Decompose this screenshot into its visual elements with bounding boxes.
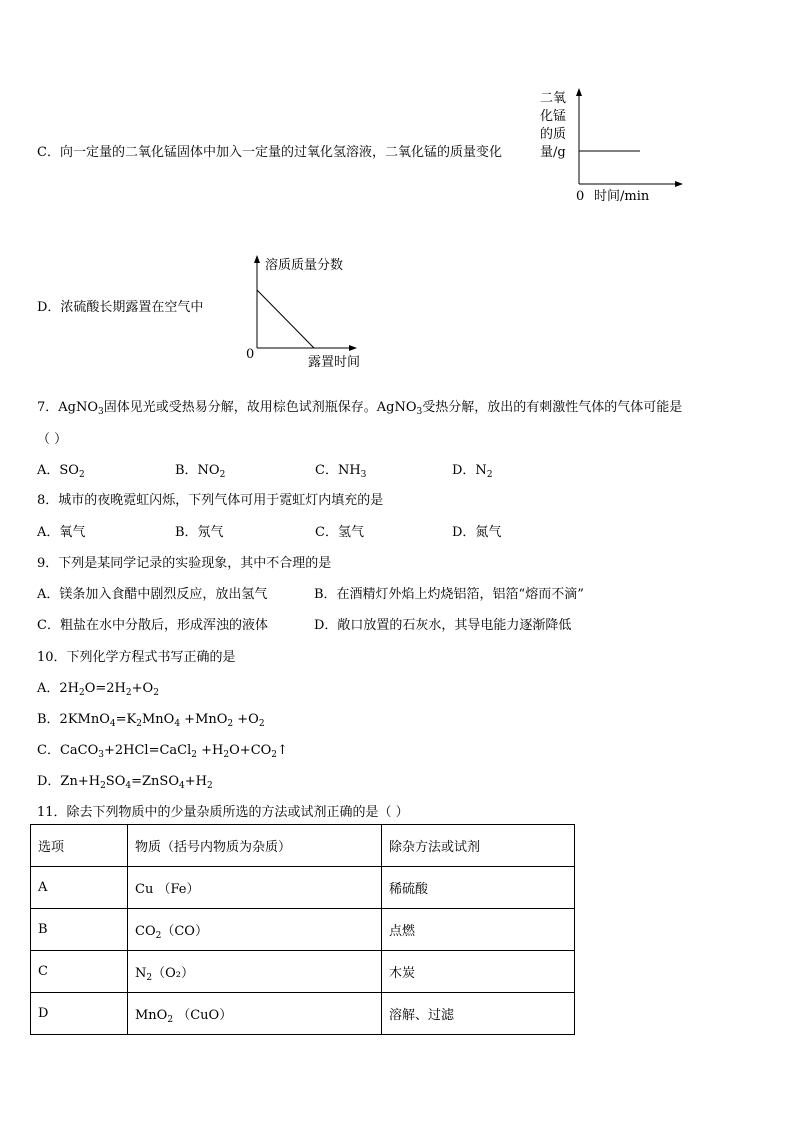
question-10: 10．下列化学方程式书写正确的是 — [37, 650, 236, 665]
table-header-row — [31, 825, 575, 867]
table-row — [31, 909, 575, 951]
chart-d-x-arrow — [349, 345, 357, 351]
chart-c-x-arrow — [675, 181, 683, 187]
table-header-cell: 物质（括号内物质为杂质） — [128, 825, 382, 867]
chart-d-y-arrow — [254, 255, 260, 263]
table-cell-method: 稀硫酸 — [382, 867, 575, 909]
table-cell-option: A — [31, 867, 128, 909]
q9-option-c: C．粗盐在水中分散后，形成浑浊的液体 — [37, 618, 268, 633]
q9-option-a: A．镁条加入食醋中剧烈反应，放出氢气 — [37, 587, 268, 602]
chart-c-ylabel-1: 二氧 — [540, 91, 567, 106]
table-cell-substance: $CO_2(CO)$ — [128, 909, 382, 951]
q7-option-c: C．$NH_3$ — [315, 463, 367, 480]
q8-option-a: A．氧气 — [37, 525, 86, 540]
chart-c-xlabel: 时间/min — [594, 189, 650, 204]
chart-c-ylabel-2: 化锰 — [540, 109, 567, 124]
q10-option-d: D．$Zn+H_2SO_4=ZnSO_4+H_2$ — [37, 774, 213, 791]
option-c-text: C．向一定量的二氧化锰固体中加入一定量的过氧化氢溶液，二氧化锰的质量变化 — [37, 145, 502, 160]
table-header-cell: 除杂方法或试剂 — [382, 825, 575, 867]
chart-c-ylabel-3: 的质 — [540, 127, 567, 142]
q8-option-c: C．氢气 — [315, 525, 364, 540]
table-cell-option: B — [31, 909, 128, 951]
q9-option-d: D．敞口放置的石灰水，其导电能力逐渐降低 — [314, 618, 572, 633]
table-row — [31, 993, 575, 1035]
option-d-text: D．浓硫酸长期露置在空气中 — [37, 300, 204, 315]
chart-d — [240, 252, 400, 374]
q9-option-b: B．在酒精灯外焰上灼烧铝箔，铝箔“熔而不滴” — [314, 587, 584, 602]
question-7-paren: （ ） — [37, 432, 68, 447]
chart-c — [536, 84, 686, 204]
q8-option-b: B．氖气 — [175, 525, 224, 540]
question-8: 8．城市的夜晚霓虹闪烁，下列气体可用于霓虹灯内填充的是 — [37, 493, 384, 508]
chart-d-xlabel: 露置时间 — [308, 355, 361, 370]
table-cell-option: D — [31, 993, 128, 1035]
table-header-cell: 选项 — [31, 825, 128, 867]
q10-option-c: C．CaCO$_3$+2HCl=CaCl$_2$ $+H_2O+CO_2↑$ — [37, 743, 288, 760]
question-11: 11．除去下列物质中的少量杂质所选的方法或试剂正确的是（ ） — [37, 805, 409, 820]
chart-d-line — [257, 290, 314, 348]
q7-option-a: A．$SO_2$ — [37, 463, 85, 480]
question-9: 9．下列是某同学记录的实验现象，其中不合理的是 — [37, 556, 332, 571]
chart-c-y-arrow — [576, 88, 582, 96]
table-cell-option: C — [31, 951, 128, 993]
q8-option-d: D．氮气 — [452, 525, 502, 540]
q7-option-d: D．$N_2$ — [452, 463, 493, 480]
table-cell-substance: $N_2(O_2)$ — [128, 951, 382, 993]
table-cell-method: 点燃 — [382, 909, 575, 951]
question-7: 7．AgNO$_3$固体见光或受热易分解，故用棕色试剂瓶保存。AgNO$_3$受热分解，放出的有刺激性气体的气体可能是 — [37, 400, 683, 417]
table-cell-method: 溶解、过滤 — [382, 993, 575, 1035]
q11-table — [30, 824, 575, 1035]
chart-d-origin: 0 — [246, 347, 255, 362]
q10-option-a: A．$2H_2O=2H_2+O_2$ — [37, 681, 159, 698]
table-row — [31, 951, 575, 993]
chart-d-ylabel: 溶质质量分数 — [265, 258, 344, 273]
q10-option-b: B．$2KMnO_4=K_2MnO_4 +MnO_2 +O_2$ — [37, 712, 265, 729]
q7-option-b: B．$NO_2$ — [175, 463, 226, 480]
table-cell-substance: Cu （Fe） — [128, 867, 382, 909]
chart-c-ylabel-4: 量/g — [540, 145, 566, 160]
table-row — [31, 867, 575, 909]
chart-c-origin: 0 — [576, 189, 585, 204]
table-cell-substance: MnO$_2$ （CuO） — [128, 993, 382, 1035]
table-cell-method: 木炭 — [382, 951, 575, 993]
